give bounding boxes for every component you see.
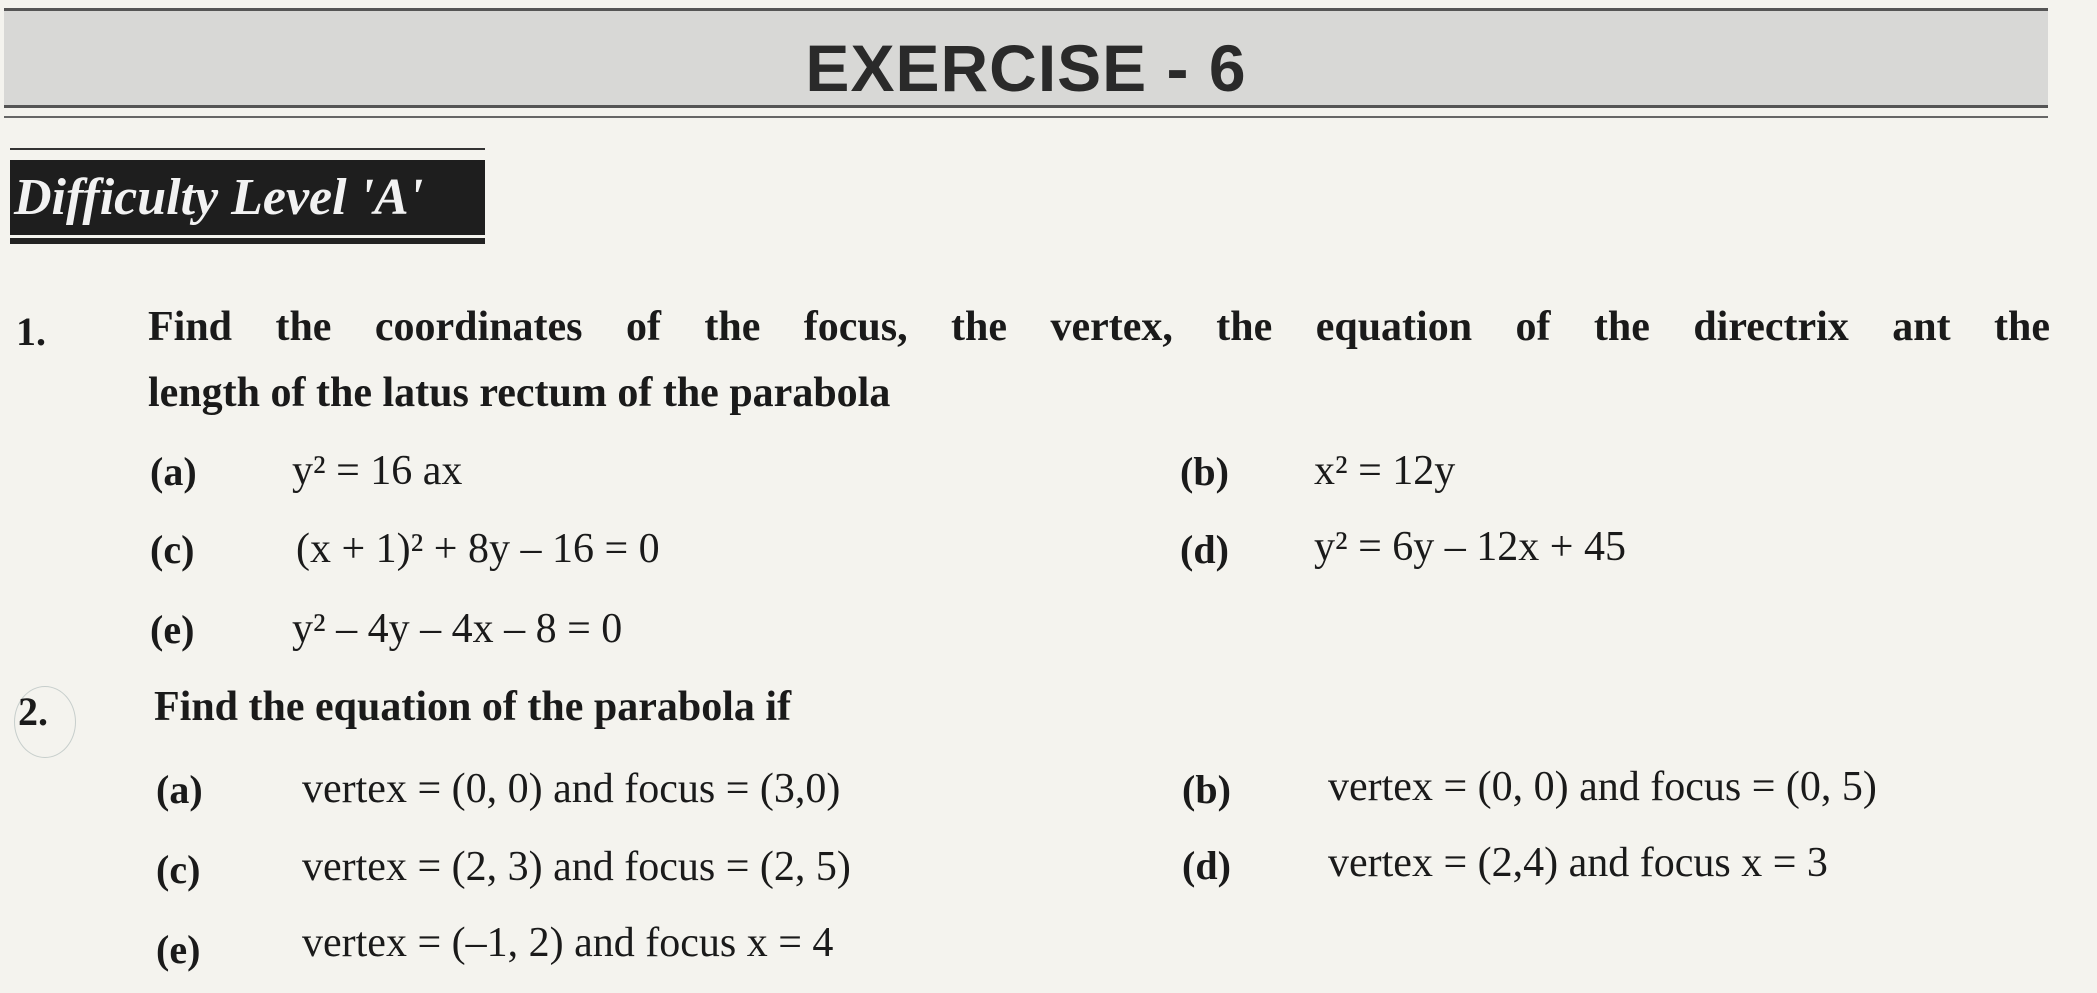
difficulty-bottom-rule — [10, 238, 485, 244]
question-2-part-c-label: (c) — [156, 847, 201, 892]
question-1-part-e-equation: y² – 4y – 4x – 8 = 0 — [292, 606, 623, 652]
question-1-text-line-2: length of the latus rectum of the parabola — [148, 370, 891, 416]
question-1-part-d-label: (d) — [1180, 527, 1229, 572]
page-title: EXERCISE - 6 — [805, 31, 1247, 105]
question-1-number: 1. — [16, 309, 46, 354]
question-1-part-d-equation: y² = 6y – 12x + 45 — [1314, 524, 1626, 570]
difficulty-top-rule — [10, 148, 485, 150]
question-2-part-d-text: vertex = (2,4) and focus x = 3 — [1328, 840, 1828, 886]
question-2-part-d-label: (d) — [1182, 843, 1231, 888]
question-2-part-e-label: (e) — [156, 927, 201, 972]
question-2-part-a-text: vertex = (0, 0) and focus = (3,0) — [302, 766, 841, 812]
difficulty-label: Difficulty Level 'A' — [10, 160, 485, 235]
question-1-part-e-label: (e) — [150, 607, 195, 652]
question-2-part-c-text: vertex = (2, 3) and focus = (2, 5) — [302, 844, 851, 890]
question-2-text: Find the equation of the parabola if — [154, 684, 792, 730]
question-1-part-c-equation: (x + 1)² + 8y – 16 = 0 — [296, 526, 660, 572]
question-1-part-b-label: (b) — [1180, 449, 1229, 494]
question-2-part-b-text: vertex = (0, 0) and focus = (0, 5) — [1328, 764, 1877, 810]
question-1-text-line-1: Find the coordinates of the focus, the vertex, the equation of the directrix ant the — [148, 304, 2050, 350]
question-1-part-a-equation: y² = 16 ax — [292, 448, 463, 494]
banner-divider — [4, 116, 2048, 118]
question-2-number: 2. — [18, 689, 48, 734]
question-2-part-e-text: vertex = (–1, 2) and focus x = 4 — [302, 920, 834, 966]
question-1-part-c-label: (c) — [150, 527, 195, 572]
question-1-part-a-label: (a) — [150, 449, 197, 494]
question-2-part-a-label: (a) — [156, 767, 203, 812]
header-banner — [4, 8, 2048, 108]
question-2-part-b-label: (b) — [1182, 767, 1231, 812]
question-1-part-b-equation: x² = 12y — [1314, 448, 1456, 494]
